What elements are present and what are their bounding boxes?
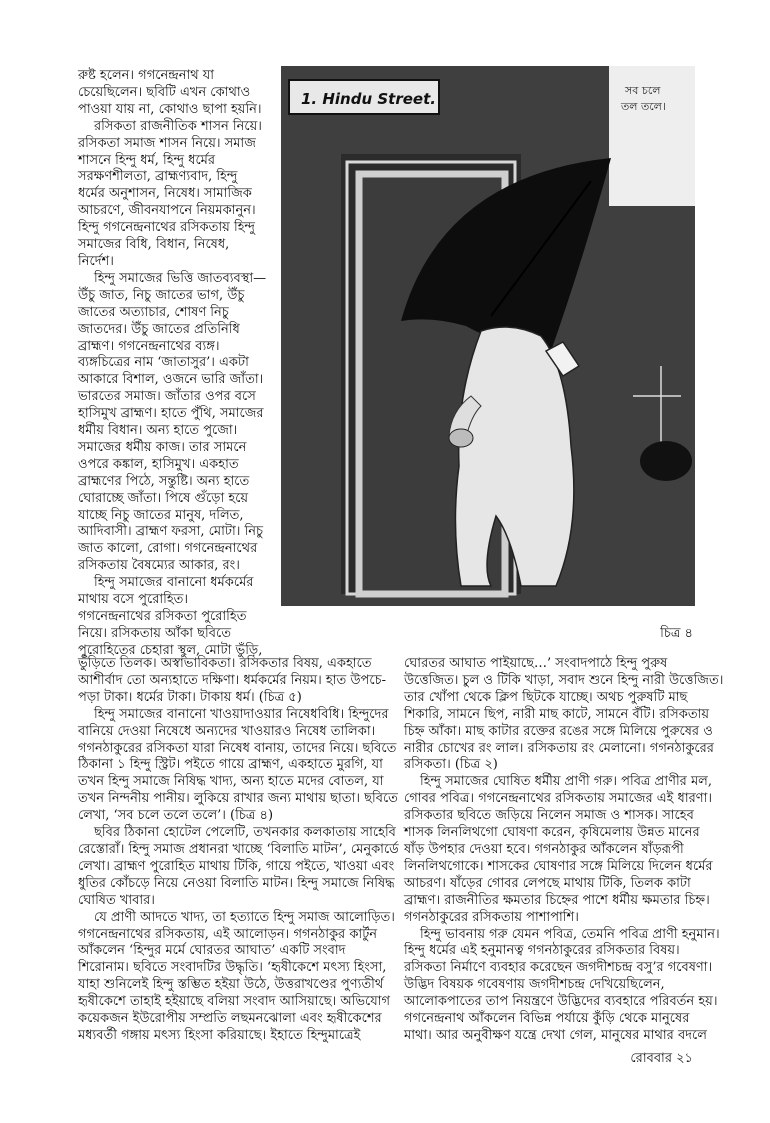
text-line: যাচ্ছে নিচু জাতের মানুষ, দলিত, — [78, 507, 244, 523]
text-line: হিন্দু ভাবনায় গরু যেমন পবিত্র, তেমনি পবিত্র প্রাণী হনুমান। — [420, 926, 720, 942]
hanging-pot — [640, 441, 692, 481]
text-line: জাত কালো, রোগা। গগনেন্দ্রনাথের — [78, 541, 258, 557]
text-line: চেয়েছিলেন। ছবিটি এখন কোথাও — [78, 84, 251, 100]
chicken — [449, 429, 473, 447]
text-line: শিকারি, সামনে ছিপ, নারী মাছ কাটে, সামনে বঁটি। রসিকতায় — [404, 706, 709, 722]
text-line: নির্দেশ। — [78, 253, 114, 269]
text-line: তার খোঁপা থেকে ক্লিপ ছিটকে যাচ্ছে। অথচ পুরুষটি মাছ — [404, 689, 688, 705]
text-line: ধর্মীয় বিধান। অন্য হাতে পুজো। — [78, 423, 238, 439]
text-line: ব্যঙ্গচিত্রের নাম ‘জাতাসুর’। একটা — [78, 355, 249, 371]
text-line: পড়া টাকা। ধর্মের টাকা। টাকায় ধর্ম। (চিত্র ৫) — [78, 689, 302, 705]
article-column-bottom-left — [78, 656, 400, 1045]
text-line: গগনেন্দ্রনাথের রসিকতা পুরোহিত — [78, 609, 247, 624]
text-line: উত্তেজিত। চুল ও টিকি খাড়া, সবাদ শুনে হিন্দু নারী উত্তেজিত। — [404, 672, 724, 688]
text-line: নারীর চোখের রং লাল। রসিকতায় রং মেলানো। গগনঠাকুরের — [404, 740, 714, 756]
text-line: গগনেন্দ্রনাথ আঁকলেন বিভিন্ন পর্যায়ে কুঁড়ি থেকে মানুষের — [404, 1011, 690, 1027]
text-line: রসিকতা রাজনীতিক শাসন নিয়ে। — [94, 118, 262, 134]
text-line: পুরোহিতের চেহারা স্থুল, মোটা ভুঁড়ি, — [78, 642, 263, 658]
text-line: গগনঠাকুরের রসিকতা যারা নিষেধ বানায়, তাদের নিয়ে। ছবিতে — [78, 740, 397, 756]
text-line: শিরোনাম। ছবিতে সংবাদটির উদ্ধৃতি। ‘হৃষীকেশে মৎস্য হিংসা, — [78, 960, 387, 976]
text-line: মাথায় বসে পুরোহিত। — [78, 592, 189, 608]
text-line: যাহা শুনিলেই হিন্দু স্তম্ভিত হইয়া উঠে, উত্তরাখণ্ডের পুণ্যতীর্থ — [78, 977, 384, 993]
text-line: ব্রাহ্মণ। গগনেন্দ্রনাথের ব্যঙ্গ। — [78, 338, 220, 354]
page-footer: রোববার ২১ — [630, 1051, 693, 1066]
text-line: হিন্দু গগনেন্দ্রনাথের রসিকতায় হিন্দু — [78, 220, 255, 236]
text-line: রসিকতা সমাজ শাসন নিয়ে। সমাজ — [78, 135, 256, 151]
text-line: রসিকতা নির্মাণে ব্যবহার করেছেন জগদীশচন্দ্র বসু’র গবেষণা। — [404, 960, 713, 976]
text-line: ব্রাহ্মণ। রাজনীতির ক্ষমতার চিহ্নের পাশে ধর্মীয় ক্ষমতার চিহ্ন। — [404, 892, 710, 908]
cartoon-figure — [281, 66, 695, 606]
text-line: তখন হিন্দু সমাজে নিষিদ্ধ খাদ্য, অন্য হাতে মদের বোতল, যা — [78, 774, 384, 790]
text-line: আশীর্বাদ তো অন্যহাতে দক্ষিণা। ধর্মকর্মের নিয়ম। হাত উপচে- — [78, 672, 386, 688]
text-line: হিন্দু সমাজের ভিত্তি জাতব্যবস্থা— — [94, 270, 267, 286]
text-line: উদ্ভিদ বিষয়ক গবেষণায় জগদীশচন্দ্র দেখিয়েছিলেন, — [404, 977, 665, 993]
text-line: রসিকতায় বৈষম্যের আকার, রং। — [78, 558, 240, 574]
text-line: রুষ্ট হলেন। গগনেন্দ্রনাথ যা — [78, 68, 215, 83]
text-line: হাসিমুখ ব্রাহ্মণ। হাতে পুঁথি, সমাজের — [78, 406, 264, 422]
text-line: তখন নিন্দনীয় পানীয়। লুকিয়ে রাখার জন্য মাথায় ছাতা। ছবিতে — [78, 791, 398, 807]
street-sign-text: 1. Hindu Street. — [301, 90, 436, 108]
article-column-bottom-right — [404, 656, 724, 1045]
text-line: আঁকলেন ‘হিন্দুর মর্মে ঘোরতর আঘাত’ একটি সংবাদ — [78, 943, 346, 959]
text-line: লিনলিথগোকে। শাসকের ঘোষণার সঙ্গে মিলিয়ে দিলেন ধর্মের — [404, 858, 713, 874]
notice-text-line2: তল তলে। — [621, 100, 666, 113]
text-line: আলোকপাতের তাপ নিয়ন্ত্রণে উদ্ভিদের ব্যবহারে পরিবর্তন হয়। — [404, 994, 718, 1010]
text-line: সমাজের ধর্মীয় কাজ। তার সামনে — [78, 439, 247, 455]
text-line: ঠিকানা ১ হিন্দু স্ট্রিট। পইতে গায়ে ব্রাহ্মণ, একহাতে মুরগি, যা — [78, 757, 383, 773]
text-line: রসিকতা। (চিত্র ২) — [404, 757, 498, 773]
text-line: মাথা। আর অনুবীক্ষণ যন্ত্রে দেখা গেল, মানুষের মাথার বদলে — [404, 1027, 707, 1043]
text-line: যে প্রাণী আদতে খাদ্য, তা হত্যাতে হিন্দু সমাজ আলোড়িত। — [94, 909, 395, 925]
text-line: সরক্ষণশীলতা, ব্রাহ্মণ্যবাদ, হিন্দু — [78, 169, 238, 185]
text-line: রেস্তোরাঁ। হিন্দু সমাজ প্রধানরা খাচ্ছে ‘বিলাতি মাটন’, মেনুকার্ডে — [78, 841, 399, 857]
article-column-top — [78, 68, 278, 660]
figure-caption: চিত্র ৪ — [660, 626, 693, 641]
text-line: গগনেন্দ্রনাথের রসিকতায়, এই আলোড়ন। গগনঠাকুর কার্টুন — [78, 926, 378, 942]
text-line: ধুতির কোঁচড়ে নিয়ে নেওয়া বিলাতি মাটন। হিন্দু সমাজে নিষিদ্ধ — [78, 875, 395, 891]
text-line: হিন্দু সমাজের বানানো খাওয়াদাওয়ার নিষেধবিধি। হিন্দুদের — [94, 706, 389, 722]
text-line: পাওয়া যায় না, কোথাও ছাপা হয়নি। — [78, 101, 262, 117]
text-line: ষাঁড় উপহার দেওয়া হবে। গগনঠাকুর আঁকলেন ষাঁড়রূপী — [404, 841, 684, 857]
text-line: সমাজের বিধি, বিধান, নিষেধ, — [78, 237, 230, 253]
text-line: হিন্দু ধর্মের এই হনুমানত্ব গগনঠাকুরের রসিকতার বিষয়। — [404, 943, 680, 959]
text-line: হিন্দু সমাজের ঘোষিত ধর্মীয় প্রাণী গরু। পবিত্র প্রাণীর মল, — [420, 774, 712, 790]
text-line: ছবির ঠিকানা হোটেল পেলেটি, তখনকার কলকাতায় সাহেবি — [94, 825, 396, 841]
text-line: ভুঁড়িতে তিলক। অস্বাভাবিকতা। রসিকতার বিষয়, একহাতে — [78, 656, 372, 671]
text-line: ঘোরতর আঘাত পাইয়াছে…’ সংবাদপাঠে হিন্দু পুরুষ — [404, 656, 668, 671]
text-line: নিয়ে। রসিকতায় আঁকা ছবিতে — [78, 625, 231, 641]
text-line: জাতের অত্যাচার, শোষণ নিচু — [78, 304, 229, 320]
text-line: শাসনে হিন্দু ধর্ম, হিন্দু ধর্মের — [78, 152, 216, 168]
text-line: জাতদের। উঁচু জাতের প্রতিনিধি — [78, 321, 240, 337]
text-line: লেখা। ব্রাহ্মণ পুরোহিত মাথায় টিকি, গায়ে পইতে, খাওয়া এবং — [78, 858, 395, 874]
text-line: আদিবাসী। ব্রাহ্মণ ফরসা, মোটা। নিচু — [78, 524, 264, 540]
text-line: আচরণে, জীবনযাপনে নিয়মকানুন। — [78, 203, 256, 219]
cartoon-illustration — [281, 66, 695, 606]
text-line: ঘোষিত খাবার। — [78, 892, 155, 908]
text-line: গোবর পবিত্র। গগনেন্দ্রনাথের রসিকতায় সমাজের এই ধারণা। — [404, 791, 713, 807]
text-line: আকারে বিশাল, ওজনে ভারি জাঁতা। — [78, 372, 264, 388]
notice-text-line1: সব চলে — [625, 84, 661, 97]
text-line: ঘোরাচ্ছে জাঁতা। পিষে গুঁড়ো হয়ে — [78, 490, 249, 506]
text-line: হিন্দু সমাজের বানানো ধর্মকর্মের — [94, 575, 254, 591]
text-line: চিহ্ন আঁকা। মাছ কাটার রক্তের রঙের সঙ্গে মিলিয়ে পুরুষের ও — [404, 723, 713, 739]
text-line: কয়েকজন ইউরোপীয় সম্প্রতি লছমনঝোলা এবং হৃষীকেশের — [78, 1011, 382, 1027]
text-line: শাসক লিনলিথগো ঘোষণা করেন, কৃষিমেলায় উন্নত মানের — [404, 825, 700, 841]
text-line: লেখা, ‘সব চলে তলে তলে’। (চিত্র ৪) — [78, 808, 274, 824]
text-line: হৃষীকেশে তাহাই হইয়াছে বলিয়া সংবাদ আসিয়াছে। অভিযোগ — [78, 994, 391, 1010]
text-line: ধর্মের অনুশাসন, নিষেধ। সামাজিক — [78, 186, 252, 202]
text-line: আচরণ। ষাঁড়ের গোবর লেপছে মাথায় টিকি, তিলক কাটা — [404, 875, 691, 891]
text-line: বানিয়ে দেওয়া নিষেধে অন্যদের খাওয়ারও নিষেধ তালিকা। — [78, 723, 376, 739]
text-line: উঁচু জাত, নিচু জাতের ভাগ, উঁচু — [78, 287, 245, 303]
text-line: গগনঠাকুরের রসিকতায় পাশাপাশি। — [404, 909, 579, 925]
text-line: মধ্যবর্তী গঙ্গায় মৎস্য হিংসা করিয়াছে। ইহাতে হিন্দুমাত্রেই — [78, 1027, 361, 1043]
text-line: ব্রাহ্মণের পিঠে, সন্তুষ্টি। অন্য হাতে — [78, 473, 250, 489]
text-line: ভারতের সমাজ। জাঁতার ওপর বসে — [78, 389, 256, 405]
text-line: ওপরে কঙ্কাল, হাসিমুখ। একহাত — [78, 456, 239, 472]
text-line: রসিকতার ছবিতে জড়িয়ে নিলেন সমাজ ও শাসক। সাহেব — [404, 808, 694, 824]
